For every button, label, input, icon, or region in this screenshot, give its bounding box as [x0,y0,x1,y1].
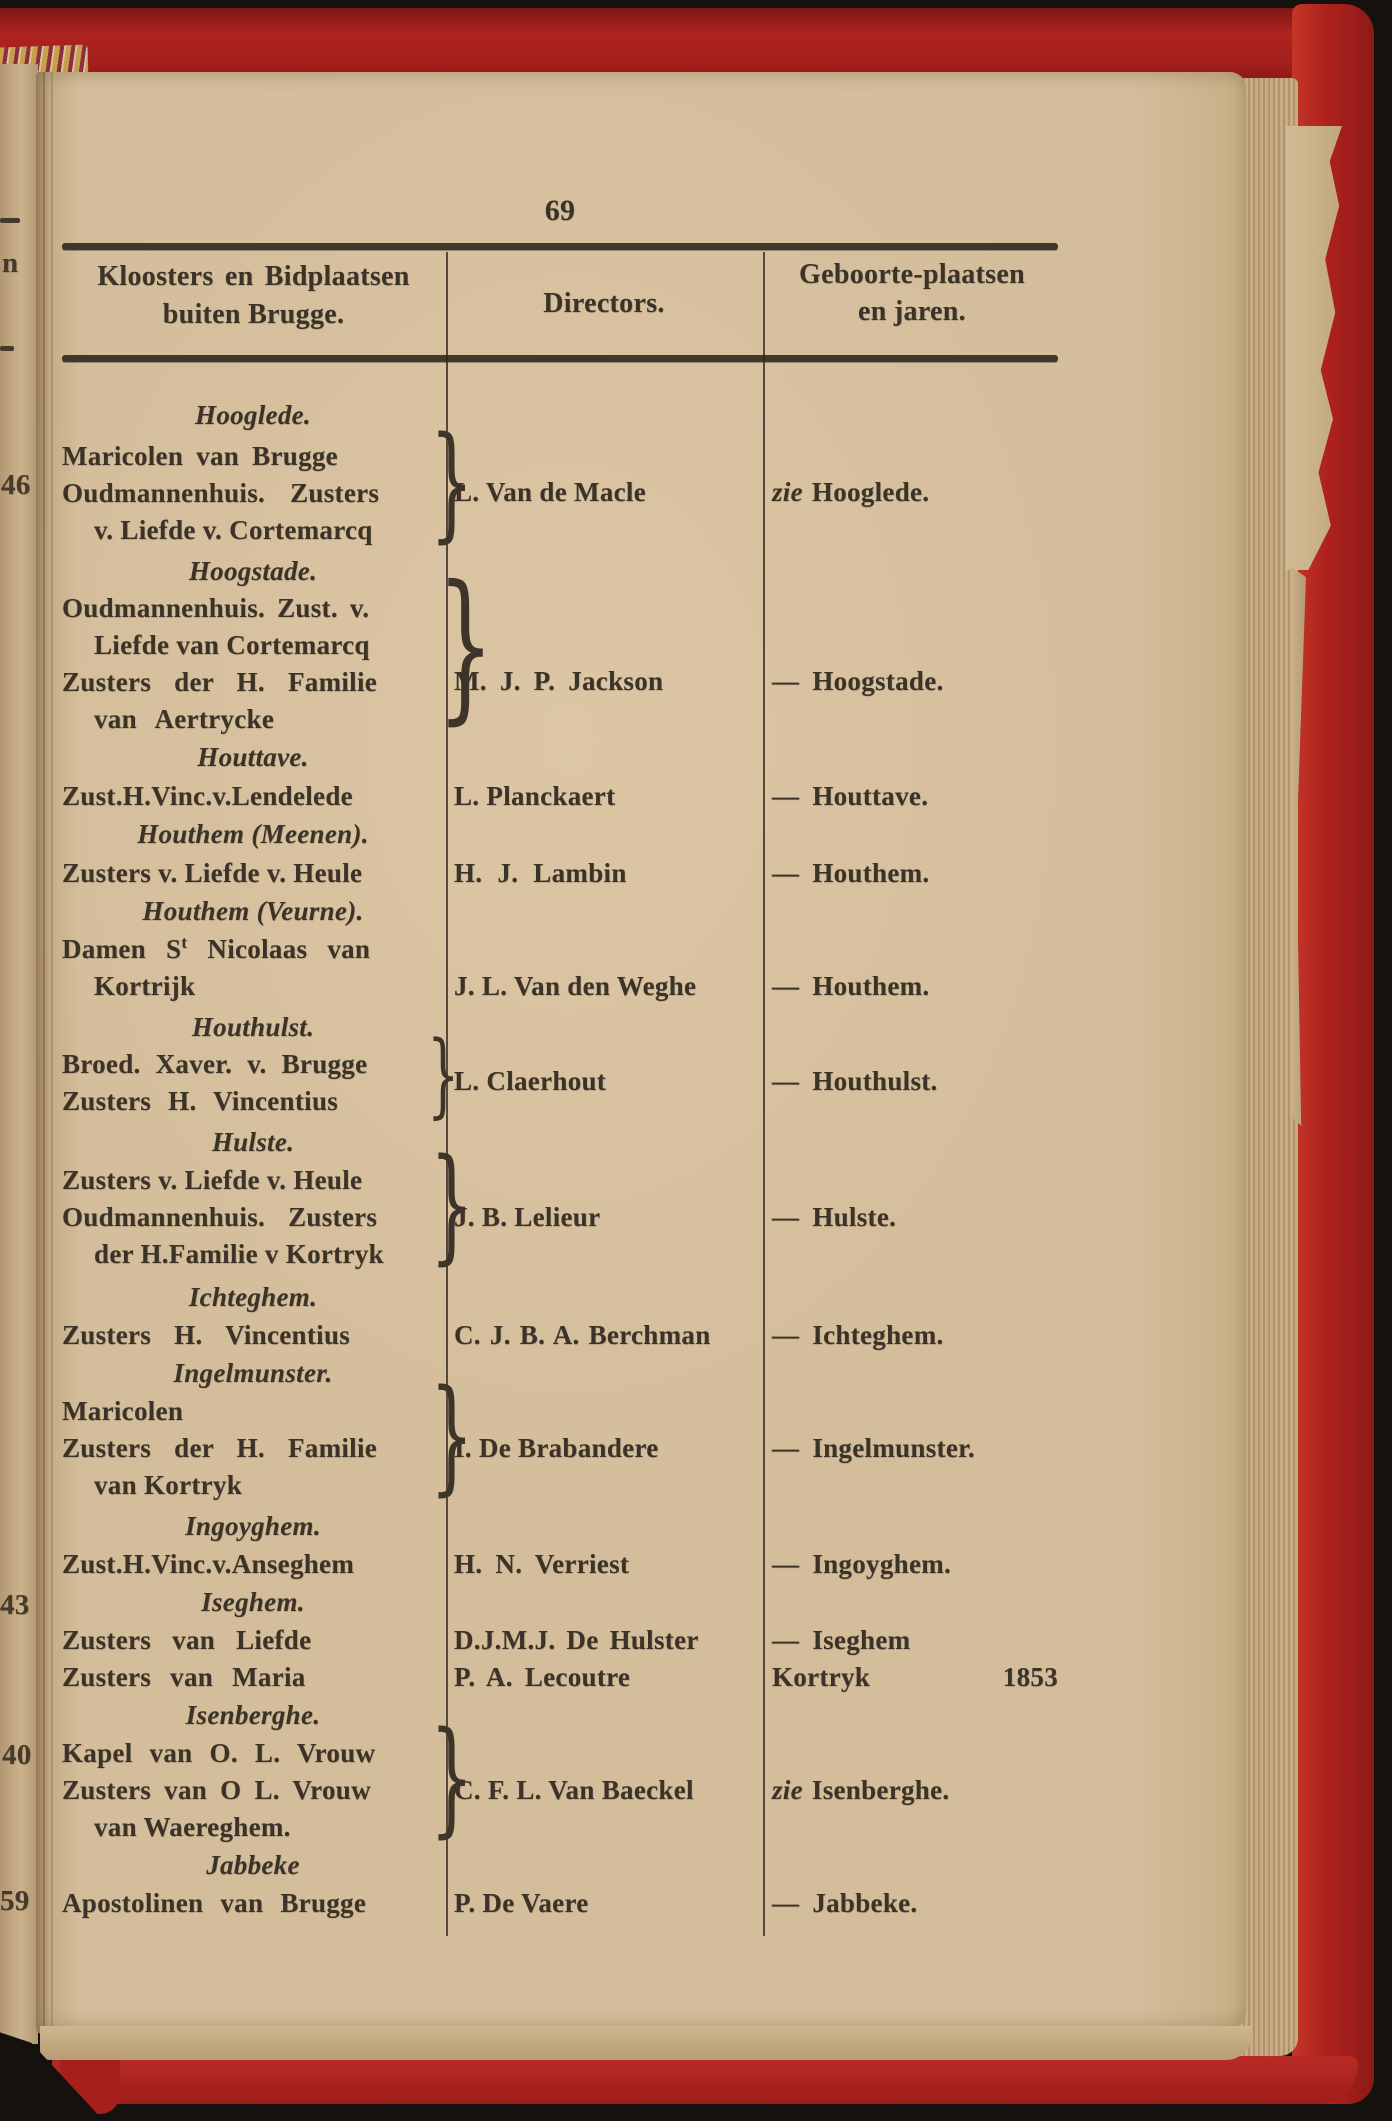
margin-dash [0,218,20,223]
birthplace-entry [772,1625,1058,1655]
margin-number: 40 [2,1739,32,1771]
section-heading: Houthem (Meenen). [137,819,369,849]
entry-line-part: Damen S [62,934,182,964]
header-col3-line2: en jaren. [858,296,966,327]
birth-lead: — [772,781,800,811]
entry-line: Oudmannenhuis. Zusters [62,1202,378,1232]
birth-place: Hooglede. [811,477,930,507]
grouping-brace: } [429,1132,474,1277]
birth-place: Ichteghem. [812,1320,944,1350]
entry-line: Zust.H.Vinc.v.Lendelede [62,781,353,811]
entry-line: Zusters v. Liefde v. Heule [62,858,363,888]
header-rule-top [62,243,1058,250]
birth-lead: — [772,858,800,888]
entry-line: Oudmannenhuis. Zust. v. [62,593,370,623]
margin-number: 43 [0,1589,30,1621]
section-heading: Hulste. [211,1127,295,1157]
director-name: C. F. L. Van Baeckel [454,1775,694,1805]
director-name: P. A. Lecoutre [454,1662,631,1692]
director-name: L. Planckaert [454,781,616,811]
birthplace-entry [772,858,1058,888]
birthplace-entry [772,1320,1058,1350]
birthplace-entry [772,781,1058,811]
birth-lead: — [772,1066,800,1096]
director-name: L. Van de Macle [454,477,647,507]
section-heading: Ingoyghem. [185,1511,321,1541]
director-name: I. De Brabandere [454,1433,659,1463]
entry-line: Zusters van Maria [62,1662,306,1692]
birth-place: Houthem. [812,858,930,888]
birth-lead: zie [772,1775,803,1805]
entry-line: Zust.H.Vinc.v.Anseghem [62,1549,355,1579]
director-name: J. B. Lelieur [454,1202,601,1232]
margin-number: 46 [1,469,31,501]
margin-letter: n [2,247,19,279]
birth-place: Ingelmunster. [812,1433,975,1463]
birth-lead: — [772,1433,800,1463]
margin-number: 59 [0,1885,30,1917]
birth-lead: — [772,1202,800,1232]
birthplace-entry [772,1662,1058,1692]
birthplace-entry [772,971,1058,1001]
birthplace-entry [772,1433,1058,1463]
superscript-t: t [181,933,188,952]
entry-line: Apostolinen van Brugge [62,1888,367,1918]
entry-line: Zusters v. Liefde v. Heule [62,1165,363,1195]
section-heading: Jabbeke [206,1850,300,1880]
entry-line: Oudmannenhuis. Zusters [62,478,380,508]
entry-line: Maricolen [62,1396,184,1426]
birthplace-entry [772,1066,1058,1096]
entry-line-indent: Kortrijk [94,971,196,1001]
grouping-brace: } [437,552,494,740]
page-number: 69 [544,194,576,227]
birth-lead: — [772,1320,800,1350]
grouping-brace: } [429,410,474,555]
director-name: C. J. B. A. Berchman [454,1320,711,1350]
birth-lead: — [772,1549,800,1579]
section-heading: Houthulst. [191,1012,315,1042]
director-name: H. N. Verriest [454,1549,630,1579]
section-heading: Houthem (Veurne). [142,896,364,926]
birth-place: Hoogstade. [812,666,944,696]
director-name: P. De Vaere [454,1888,589,1918]
entry-line: Zusters der H. Familie [62,1433,378,1463]
birth-place: Hulste. [812,1202,897,1232]
director-name: H. J. Lambin [454,858,627,888]
section-heading: Ingelmunster. [173,1358,333,1388]
header-rule-bottom [62,355,1058,362]
birth-place: Jabbeke. [812,1888,918,1918]
birth-lead: — [772,1625,800,1655]
birth-lead: — [772,971,800,1001]
section-heading: Ichteghem. [188,1282,318,1312]
entry-line-indent: v. Liefde v. Cortemarcq [94,515,373,545]
entry-line-part: Nicolaas van [207,934,371,964]
entry-line: Zusters van O L. Vrouw [62,1775,371,1805]
birthplace-entry [772,477,1058,507]
birth-place: Isenberghe. [811,1775,950,1805]
director-name: J. L. Van den Weghe [454,971,697,1001]
section-heading: Iseghem. [201,1587,305,1617]
grouping-brace: } [427,1021,460,1128]
section-heading: Hoogstade. [188,556,318,586]
section-heading: Houttave. [197,742,309,772]
grouping-brace: } [429,1705,474,1850]
birth-place: Iseghem [812,1625,911,1655]
birth-place: Houthem. [812,971,930,1001]
entry-line-indent: van Kortryk [94,1470,243,1500]
entry-line: Zusters H. Vincentius [62,1320,351,1350]
entry-line: Zusters van Liefde [62,1625,312,1655]
birth-lead: zie [772,477,803,507]
entry-line: Kapel van O. L. Vrouw [62,1738,376,1768]
header-col1-line1: Kloosters en Bidplaatsen [97,261,410,292]
entry-line-indent: van Aertrycke [94,704,275,734]
birthplace-entry [772,1888,1058,1918]
margin-dash [0,346,14,351]
column-divider-2 [763,252,765,1936]
director-name: M. J. P. Jackson [454,666,664,696]
entry-line-indent: Liefde van Cortemarcq [94,630,370,660]
birthplace-entry [772,1549,1058,1579]
entry-line: Maricolen van Brugge [62,441,338,471]
entry-line-indent: van Waereghem. [94,1812,291,1842]
section-heading: Isenberghe. [185,1700,321,1730]
birth-lead: — [772,666,800,696]
entry-line: Broed. Xaver. v. Brugge [62,1049,368,1079]
entry-line: Zusters der H. Familie [62,667,378,697]
entry-line: Zusters H. Vincentius [62,1086,339,1116]
birthplace-entry [772,1775,1058,1805]
birth-lead: — [772,1888,800,1918]
section-heading: Hooglede. [195,400,311,430]
birthplace-entry [772,1202,1058,1232]
birth-place: Kortryk [772,1662,871,1692]
birth-year: 1853 [1002,1662,1058,1692]
birth-place: Houthulst. [812,1066,938,1096]
grouping-brace: } [429,1363,474,1508]
director-name: L. Claerhout [454,1066,607,1096]
header-col3-line1: Geboorte-plaatsen [799,259,1025,290]
header-col1-line2: buiten Brugge. [162,299,345,330]
entry-line [62,934,370,964]
entry-line-indent: der H.Familie v Kortryk [94,1239,384,1269]
header-col2: Directors. [543,288,665,319]
birth-place: Ingoyghem. [812,1549,952,1579]
birth-place: Houttave. [812,781,929,811]
birthplace-entry [772,666,1058,696]
director-name: D.J.M.J. De Hulster [454,1625,699,1655]
